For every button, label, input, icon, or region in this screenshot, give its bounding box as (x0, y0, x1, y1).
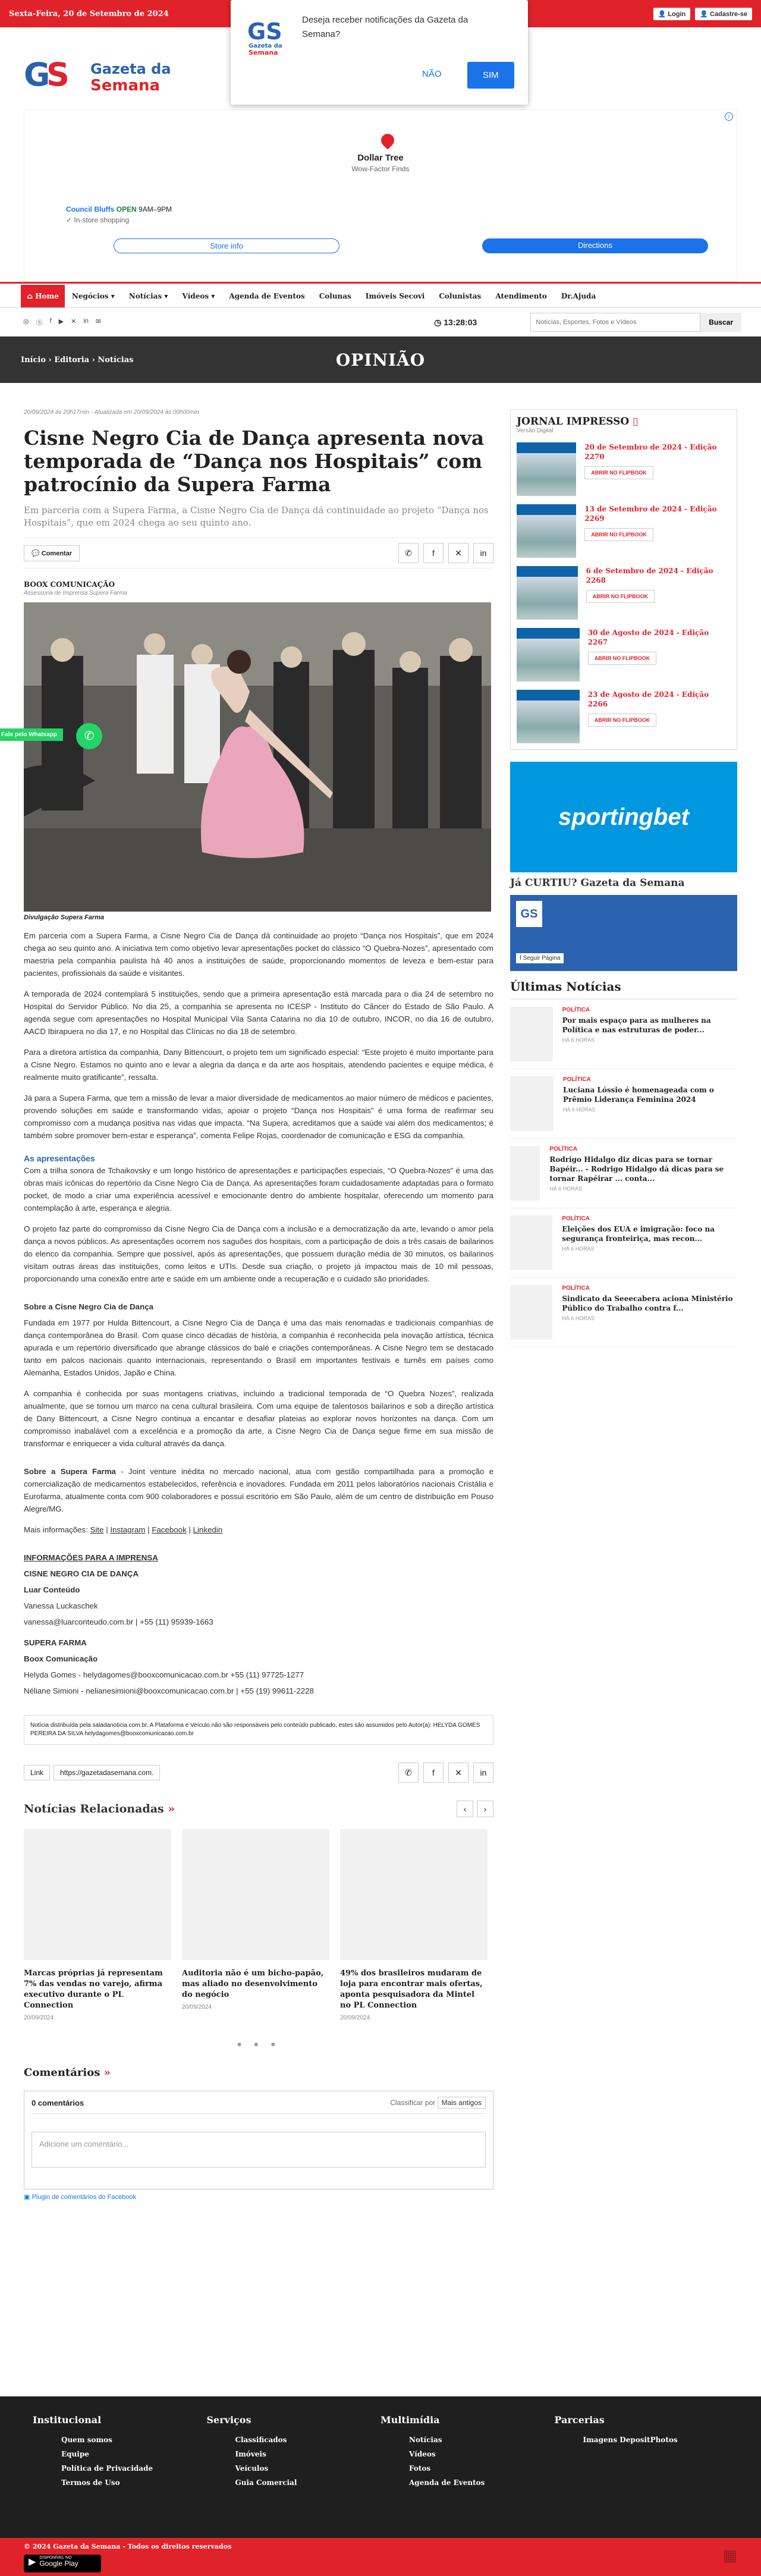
nav-atendimento[interactable]: Atendimento (495, 291, 547, 300)
comments-widget (24, 2091, 493, 2189)
sort-select[interactable]: Mais antigos (438, 2097, 486, 2109)
search-button[interactable]: Buscar (700, 313, 741, 332)
press-line: Vanessa Luckaschek (24, 1601, 98, 1610)
linkedin-share-icon[interactable]: in (473, 543, 493, 563)
article-author: BOOX COMUNICAÇÃO (24, 580, 115, 589)
press-line: SUPERA FARMA (24, 1638, 87, 1647)
press-line: CISNE NEGRO CIA DE DANÇA (24, 1569, 139, 1578)
svg-text:GS: GS (247, 18, 282, 45)
ad-store-info: Council Bluffs OPEN 9AM–9PM ✓ In-store shopping (66, 205, 172, 224)
ad-open-status: OPEN (116, 205, 137, 213)
footer-link[interactable]: Imagens DepositPhotos (583, 2436, 678, 2444)
edition-thumb (517, 628, 580, 681)
latest-time: HÁ 6 HORAS (549, 1186, 582, 1192)
page-avatar: GS (516, 901, 542, 927)
footer-link[interactable]: Vídeos (409, 2450, 436, 2458)
store-info-button[interactable]: Store info (114, 238, 339, 253)
signup-label: Cadastre-se (710, 10, 747, 18)
notification-deny-button[interactable]: NÃO (422, 69, 442, 79)
comment-label: Comentar (41, 549, 73, 557)
open-flipbook-button[interactable]: ABRIR NO FLIPBOOK (584, 466, 653, 479)
comments-count: 0 comentários (32, 2099, 84, 2107)
nav-noticias-label: Notícias (128, 291, 162, 300)
nav-videos-label: Vídeos (182, 291, 209, 300)
printed-edition-title-text: JORNAL IMPRESSO (517, 416, 630, 428)
paragraph: Com a trilha sonora de Tchaikovsky e um longo histórico de apresentações e participações especiais, “O Quebra-Nozes” é uma das obras mais icônicas do repertório da Cisne Negro Cia de Dança. As apresentações foram cuidadosamente adaptadas para o formato pocket, de modo a criar uma experiência acessível e emocionante dentro do ambiente hospitalar, oferecendo um momento para contemplação à arte, esperança e alegria. (24, 1166, 493, 1212)
user-icon: 👤 (658, 10, 668, 18)
press-line: Néliane Simioni - nelianesimioni@booxcomunicacao.com.br | +55 (19) 99611-2228 (24, 1686, 314, 1695)
fb-plugin-label: Plugin de comentários do Facebook (32, 2194, 136, 2201)
latest-thumb (510, 1215, 552, 1270)
latest-item-title: Eleições dos EUA e imigração: foco na segurança fronteiriça, mas recon... (562, 1225, 715, 1243)
clock: ◷ 13:28:03 (434, 317, 477, 327)
latest-item[interactable] (510, 1000, 737, 1069)
footer-col-servicos (207, 2414, 381, 2490)
advertisement[interactable] (24, 109, 737, 282)
footer-link[interactable]: Equipe (61, 2450, 89, 2458)
card-title: Marcas próprias já representam 7% das vendas no varejo, afirma executivo durante o PL Connection (24, 1969, 163, 2010)
youtube-icon[interactable]: ▶ (58, 318, 64, 325)
nav-noticias[interactable] (122, 292, 175, 300)
sub-nav (0, 308, 761, 337)
edition-title: 30 de Agosto de 2024 - Edição 2267 (587, 629, 709, 646)
latest-category: POLÍTICA (562, 1285, 590, 1292)
search-input[interactable] (530, 313, 700, 332)
footer-link[interactable]: Fotos (409, 2464, 431, 2473)
gplay-label: Google Play (39, 2559, 78, 2568)
play-store-icon: ▶ (29, 2557, 36, 2567)
svg-text:G: G (24, 57, 51, 93)
section-heading: As apresentações (24, 1154, 95, 1163)
edition-title: 20 de Setembro de 2024 - Edição 2270 (584, 443, 717, 461)
nav-home[interactable] (21, 285, 65, 307)
ad-store-name: Dollar Tree (357, 153, 404, 163)
x-share-icon[interactable]: ✕ (448, 1763, 468, 1783)
latest-thumb (510, 1285, 552, 1340)
footer-col-title: Multimídia (380, 2414, 440, 2426)
photo-caption: Divulgação Supera Farma (24, 914, 105, 921)
footer-col-title: Serviços (206, 2414, 251, 2426)
user-plus-icon: 👤 (700, 10, 710, 18)
nav-imoveis[interactable]: Imóveis Secovi (365, 291, 425, 300)
latest-item-title: Luciana Lóssio é homenageada com o Prêmio Liderança Feminina 2024 (563, 1086, 714, 1104)
directions-button[interactable]: Directions (482, 238, 708, 253)
footer-col-title: Parcerias (554, 2414, 605, 2426)
comment-button[interactable] (24, 545, 80, 561)
nav-agenda[interactable]: Agenda de Eventos (229, 291, 305, 300)
svg-text:Gazeta da: Gazeta da (90, 61, 171, 77)
latest-thumb (510, 1146, 540, 1201)
chevron-down-icon: ▾ (164, 291, 168, 300)
login-button[interactable] (653, 8, 691, 20)
chevron-down-icon: ▾ (111, 291, 115, 300)
footer-link[interactable]: Classificados (235, 2436, 287, 2444)
linkedin-icon[interactable]: in (83, 318, 89, 325)
card-title: Auditoria não é um bicho-papão, mas aliado no desenvolvimento do negócio (182, 1969, 324, 1999)
site-link[interactable]: Site (90, 1525, 104, 1534)
signup-button[interactable] (695, 8, 752, 20)
footer-link[interactable]: Política de Privacidade (61, 2464, 153, 2473)
edition-thumb (517, 504, 576, 558)
copyright: © 2024 Gazeta da Semana - Todos os direitos reservados (24, 2543, 232, 2550)
comment-input[interactable]: Adicione um comentário... (32, 2132, 486, 2167)
nav-home-label: Home (35, 291, 59, 300)
whatsapp-share-icon[interactable]: ✆ (398, 1763, 419, 1783)
notification-logo (245, 15, 296, 57)
latest-item[interactable] (510, 1069, 737, 1139)
open-flipbook-button[interactable]: ABRIR NO FLIPBOOK (588, 714, 657, 727)
ad-store-city: Council Bluffs (66, 205, 115, 213)
linkedin-link[interactable]: Linkedin (193, 1525, 223, 1534)
facebook-share-icon[interactable]: f (423, 543, 444, 563)
latest-title: Últimas Notícias (510, 979, 737, 1000)
latest-item-title: Rodrigo Hidalgo diz dicas para se tornar Bapéir... - Rodrigo Hidalgo dá dicas para se tornar Rapéirar ... conta... (549, 1155, 724, 1183)
footer-col-title: Institucional (33, 2414, 102, 2426)
open-flipbook-button[interactable]: ABRIR NO FLIPBOOK (588, 652, 657, 665)
related-title: Notícias Relacionadas » (24, 1802, 175, 1815)
edition-title: 23 de Agosto de 2024 - Edição 2266 (587, 690, 709, 708)
edition-thumb (517, 690, 580, 743)
current-date: Sexta-Feira, 20 de Setembro de 2024 (9, 9, 169, 18)
article-lead: Em parceria com a Supera Farma, a Cisne Negro Cia de Dança dá continuidade ao projeto “Dança nos Hospitais”, que em 2024 chega ao seu quinto ano. (24, 505, 489, 528)
related-title-text: Notícias Relacionadas (24, 1802, 164, 1815)
footer-link[interactable]: Notícias (409, 2436, 442, 2444)
footer-col-multimidia (380, 2414, 555, 2490)
paragraph (24, 1465, 493, 1515)
section-title: OPINIÃO (335, 350, 426, 370)
more-info: Mais informações: Site | Instagram | Facebook | Linkedin (24, 1525, 223, 1534)
whatsapp-chat-icon[interactable]: ✆ (76, 723, 102, 749)
latest-thumb (510, 1076, 554, 1131)
home-icon: ⌂ (27, 291, 36, 300)
nav-drajuda[interactable]: Dr.Ajuda (561, 291, 596, 300)
linkedin-share-icon[interactable]: in (473, 1763, 493, 1783)
breadcrumb-bar (0, 337, 761, 383)
section-heading: Sobre a Cisne Negro Cia de Dança (24, 1302, 153, 1311)
nav-videos[interactable] (175, 292, 222, 300)
footer-link[interactable]: Imóveis (235, 2450, 266, 2458)
footer-link[interactable]: Quem somos (61, 2436, 112, 2444)
latest-time: HÁ 6 HORAS (563, 1107, 596, 1113)
card-date: 20/09/2024 (24, 2015, 54, 2021)
facebook-share-icon[interactable]: f (423, 1763, 444, 1783)
latest-item[interactable] (510, 1139, 737, 1208)
svg-text:Semana: Semana (249, 49, 278, 56)
article (24, 409, 493, 2201)
facebook-icon: ▣ (24, 2194, 32, 2201)
paragraph: Em parceria com a Supera Farma, a Cisne Negro Cia de Dança dá continuidade ao projeto “Dança nos Hospitais”, que em 2024 chega ao seu quinto ano. A iniciativa tem como objetivo levar apresentações pocket do clássico “O Quebra-Nozes”, apresentado com maestria pela companhia paulista há 40 anos a instituições de saúde, proporcionando momentos de leveza e bem-estar para pacientes, profissionais da saúde e visitantes. (24, 931, 493, 978)
carousel-dots[interactable]: ● ● ● (237, 2039, 281, 2049)
supera-text: - Joint venture inédita no mercado nacional, atua com gestão compartilhada para a promoção e comercialização de medicamentos estabelecidos, referência e inovadores. Fundada em 2011 pelos laboratórios nacionais Cristália e Eurofarma, atualmente conta com 900 colaboradores e possui escritório em São Paulo, além de um centro de distribuição em Pouso Alegre/MG. (24, 1467, 493, 1513)
site-logo[interactable] (24, 57, 178, 95)
article-photo (24, 602, 491, 912)
breadcrumb-editoria[interactable]: Editoria (54, 355, 90, 365)
latest-time: HÁ 6 HORAS (562, 1246, 595, 1252)
latest-item-title: Por mais espaço para as mulheres na Política e nas estruturas de poder... (562, 1016, 711, 1034)
edition-item[interactable] (517, 442, 731, 496)
notification-allow-button[interactable]: SIM (467, 62, 514, 89)
breadcrumb: Início › Editoria › Notícias (21, 355, 134, 365)
gplay-small: DISPONÍVEL NO (39, 2556, 72, 2560)
ad-shopping: In-store shopping (74, 216, 130, 224)
related-card[interactable] (340, 1829, 488, 2021)
notification-text: Deseja receber notificações da Gazeta da Semana? (302, 15, 468, 39)
press-line: Boox Comunicação (24, 1654, 98, 1663)
whatsapp-share-icon[interactable]: ✆ (398, 543, 419, 563)
latest-category: POLÍTICA (549, 1146, 578, 1152)
ad-tagline: Wow-Factor Finds (351, 165, 410, 173)
footer (0, 2396, 761, 2538)
nav-negocios[interactable] (65, 292, 122, 300)
edition-title: 6 de Setembro de 2024 - Edição 2268 (586, 567, 713, 585)
svg-text:S: S (46, 57, 70, 93)
open-flipbook-button[interactable]: ABRIR NO FLIPBOOK (584, 528, 653, 541)
facebook-link[interactable]: Facebook (152, 1525, 187, 1534)
card-image (24, 1829, 171, 1960)
comments-title: Comentários » (24, 2066, 111, 2079)
article-meta: 20/09/2024 às 20h17min - Atualizada em 20/09/2024 às 00h00min (24, 409, 199, 416)
nav-colunas[interactable]: Colunas (319, 291, 351, 300)
latest-time: HÁ 6 HORAS (562, 1315, 595, 1321)
prev-arrow-icon[interactable]: ‹ (457, 1801, 473, 1817)
more-info-label: Mais informações: (24, 1525, 88, 1534)
latest-thumb (510, 1007, 553, 1061)
article-title: Cisne Negro Cia de Dança apresenta nova temporada de “Dança nos Hospitais” com patrocínio da Supera Farma (24, 426, 485, 496)
svg-text:Semana: Semana (90, 77, 161, 95)
paragraph: Para a diretora artística da companhia, Dany Bittencourt, o projeto tem um significado especial: “Este projeto é muito importante para a Cisne Negro. Estamos no quinto ano e levar a alegria da dança e da arte aos hospitais, atendendo pacientes e equipe médica, é realmente muito gratificante”, ressalta. (24, 1048, 493, 1082)
latest-category: POLÍTICA (562, 1215, 590, 1222)
edition-thumb (517, 566, 578, 620)
sort-label: Classificar por (390, 2099, 436, 2107)
sidebar (510, 409, 737, 1347)
latest-item-title: Sindicato da Seeecabera aciona Ministério Público do Trabalho contra f... (562, 1295, 733, 1312)
x-share-icon[interactable]: ✕ (448, 543, 468, 563)
breadcrumb-noticias[interactable]: Notícias (98, 355, 134, 365)
breadcrumb-inicio[interactable]: Início (21, 355, 46, 365)
edition-item[interactable] (517, 504, 731, 558)
latest-item[interactable] (510, 1278, 737, 1347)
ad-hours: 9AM–9PM (139, 205, 172, 213)
source-note: Notícia distribuída pela saladanoticia.com.br. A Plataforma e Veículo não são responsáveis pelo conteúdo publicado, estes são assumidos pelo Autor(a): HELYDA GOMES PEREIRA DA SILVA helydagomes@booxcomunicacao.com.br (24, 1715, 493, 1745)
footer-link[interactable]: Termos de Uso (61, 2478, 120, 2487)
follow-page-button[interactable]: f Seguir Página (516, 953, 564, 963)
card-image (182, 1829, 329, 1960)
ad-info-icon[interactable]: i (725, 112, 733, 121)
skype-icon[interactable]: Ⓢ (36, 319, 43, 326)
press-heading: INFORMAÇÕES PARA A IMPRENSA (24, 1553, 158, 1562)
press-line: Luar Conteúdo (24, 1585, 80, 1594)
edition-item[interactable] (517, 566, 731, 620)
latest-news (510, 979, 737, 1347)
comment-icon: 💬 (32, 549, 42, 557)
instagram-icon[interactable]: ◎ (23, 318, 29, 325)
footer-link[interactable]: Agenda de Eventos (409, 2478, 485, 2487)
grid-menu-icon[interactable]: ▦ (722, 2546, 737, 2564)
edition-item[interactable] (517, 628, 731, 681)
facebook-page-widget[interactable] (510, 895, 737, 971)
article-author-sub: Assessoria de Imprensa Supera Farma (24, 590, 127, 596)
permalink-input[interactable]: https://gazetadasemana.com. (54, 1765, 160, 1780)
facebook-widget-title: Já CURTIU? Gazeta da Semana (510, 877, 685, 889)
google-play-badge[interactable] (24, 2555, 101, 2572)
card-title: 49% dos brasileiros mudaram de loja para encontrar mais ofertas, aponta pesquisadora da Mintel no PL Connection (340, 1969, 483, 2010)
card-image (340, 1829, 488, 1960)
email-icon[interactable]: ✉ (95, 318, 102, 325)
map-pin-icon (378, 131, 397, 149)
facebook-icon[interactable]: f (49, 318, 52, 325)
follow-page-label: Seguir Página (523, 955, 561, 962)
whatsapp-chat-label[interactable]: Fale pelo Whatsapp (0, 728, 63, 741)
paragraph: Já para a Supera Farma, que tem a missão de levar a maior diversidade de medicamentos ao maior número de médicos e pacientes, provendo soluções em saúde e transformando vidas, apoiar o projeto “Dança nos Hospitais” é uma forma de reafirmar seu compromisso com a mudança positiva nas vidas que impacta. “Na Supera, acreditamos que a saúde vai além dos medicamentos; é também sobre promover bem-estar e esperança”, comenta Felipe Rojas, coordenador de comunicação e ESG da companhia. (24, 1094, 493, 1140)
card-date: 20/09/2024 (340, 2015, 370, 2021)
footer-bottom (0, 2538, 761, 2576)
clock-time: 13:28:03 (444, 317, 477, 327)
latest-category: POLÍTICA (562, 1007, 590, 1013)
permalink-label: Link (24, 1765, 50, 1780)
comments-title-text: Comentários (24, 2066, 100, 2079)
edition-thumb (517, 442, 576, 496)
printed-edition-sub: Versão Digital (517, 428, 554, 434)
latest-time: HÁ 6 HORAS (562, 1037, 595, 1043)
next-arrow-icon[interactable]: › (477, 1801, 493, 1817)
card-date: 20/09/2024 (182, 2004, 212, 2010)
footer-link[interactable]: Veículos (235, 2464, 269, 2473)
printed-edition (510, 409, 737, 750)
press-line: vanessa@luarconteudo.com.br | +55 (11) 95939-1663 (24, 1617, 213, 1626)
nav-negocios-label: Negócios (71, 291, 109, 300)
nav-colunistas[interactable]: Colunistas (439, 291, 482, 300)
comments-section (24, 2066, 493, 2201)
article-body (24, 929, 493, 1697)
mobile-icon: ▯ (633, 416, 639, 428)
supera-label: Sobre a Supera Farma (24, 1467, 116, 1476)
printed-edition-title (517, 416, 731, 428)
related-news (24, 1801, 493, 2049)
edition-title: 13 de Setembro de 2024 - Edição 2269 (584, 505, 717, 523)
paragraph: A companhia é conhecida por suas montagens criativas, incluindo a tradicional temporada de “O Quebra Nozes”, realizada anualmente, que se tornou um marco na cena cultural brasileira. Com uma equipe de talentosos bailarinos e sob a direção artística de Dany Bittencourt, a Cisne Negro continua a encantar e desafiar plateias ao explorar novos horizontes na dança. Com um compromisso inabalável com a excelência e a promoção da arte, a Cisne Negro Cia de Dança segue firme em sua missão de transformar e enriquecer a vida cultural através da dança. (24, 1389, 493, 1448)
footer-col-institucional (33, 2414, 207, 2490)
permalink (24, 1765, 160, 1780)
notification-prompt (231, 0, 528, 105)
open-flipbook-button[interactable]: ABRIR NO FLIPBOOK (586, 590, 655, 603)
paragraph: A temporada de 2024 contemplará 5 instituições, sendo que a primeira apresentação está marcada para o dia 24 de setembro no Hospital do Servidor Público. No dia 25, a companhia se apresenta no ICESP - Instituto do Câncer do Estado de São Paulo. A agenda segue com apresentações no Hospital Municipal Vila Santa Catarina no dia 10 de outubro, INCOR, no dia 16 de outubro, AACD Ibirapuera no dia 17, e no Hospital das Clínicas no dia 18 de setembro. (24, 989, 493, 1036)
chevron-down-icon: ▾ (211, 291, 215, 300)
main-nav (0, 282, 761, 308)
latest-item[interactable] (510, 1208, 737, 1278)
fb-plugin-link[interactable] (24, 2193, 493, 2201)
edition-item[interactable] (517, 690, 731, 743)
paragraph: Fundada em 1977 por Hulda Bittencourt, a Cisne Negro Cia de Dança é uma das mais renomadas e tradicionais companhias de dança contemporânea do Brasil. Com quase cinco décadas de história, a companhia é reconhecida pela inovação artística, técnica apurada e um repertório diversificado que abrange clássicos do balé e criações contemporâneas. A Cisne Negro tem se destacado tanto em palcos nacionais quanto internacionais, representando o Brasil em importantes festivais e turnês em países como Alemanha, Estados Unidos, Japão e China. (24, 1318, 493, 1377)
footer-col-parcerias (555, 2414, 729, 2490)
sportingbet-banner[interactable]: sportingbet (510, 762, 737, 872)
svg-text:Gazeta da: Gazeta da (249, 43, 282, 49)
paragraph: O projeto faz parte do compromisso da Cisne Negro Cia de Dança com a inclusão e a democratização da arte, levando o amor pela dança a novos públicos. As apresentações ocorrem nos saguões dos hospitais, com a participação de dois a três casais de bailarinos do elenco da companhia. Sempre que possível, após as apresentações, que possuem duração média de 30 minutos, os bailarinos visitam outras áreas das instituições, como leitos e UTIs. Desde sua criação, o projeto já impactou mais de 10 mil pessoas, proporcionando uma conexão entre arte e saúde em um ambiente onde a recuperação e o cuidado são prioridades. (24, 1224, 493, 1283)
instagram-link[interactable]: Instagram (110, 1525, 146, 1534)
footer-link[interactable]: Guia Comercial (235, 2478, 297, 2487)
related-card[interactable] (24, 1829, 171, 2021)
x-icon[interactable]: ✕ (71, 318, 77, 325)
login-label: Login (668, 10, 686, 18)
press-line: Helyda Gomes - helydagomes@booxcomunicacao.com.br +55 (11) 97725-1277 (24, 1670, 304, 1679)
latest-category: POLÍTICA (563, 1076, 591, 1083)
related-card[interactable] (182, 1829, 329, 2021)
